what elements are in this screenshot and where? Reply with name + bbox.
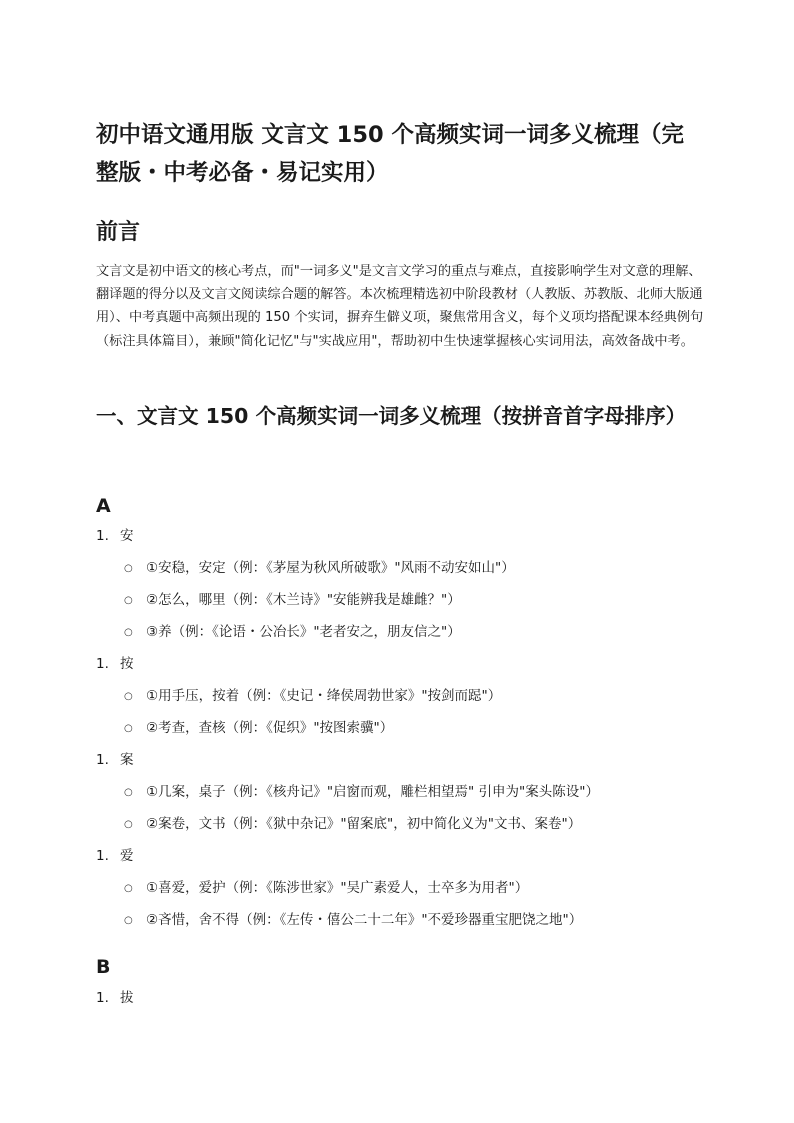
sense-text: ②怎么，哪里（例：《木兰诗》"安能辨我是雄雌？"） [146, 592, 461, 608]
list-number: 1. [96, 848, 109, 864]
preface-body: 文言文是初中语文的核心考点，而"一词多义"是文言文学习的重点与难点，直接影响学生对文意的理解、翻译题的得分以及文言文阅读综合题的解答。本次梳理精选初中阶段教材（人教版、苏教版、北师大版通用）、中考真题中高频出现的 150 个实词，摒弃生僻义项，聚焦常用含义，每个义项均搭配课本经典例句（标注具体篇目），兼顾"简化记忆"与"实战应用"，帮助初中生快速掌握核心实词用法，高效备战中考。 [96, 264, 704, 349]
word-entry-an2 [96, 654, 134, 674]
sense-text: ②考查，查核（例：《促织》"按图索骥"） [146, 720, 394, 736]
sense-item [124, 558, 515, 579]
circle-bullet-icon: ○ [124, 883, 133, 894]
letter-heading-b: B [96, 956, 111, 978]
word-text: 爱 [120, 848, 134, 864]
circle-bullet-icon: ○ [124, 819, 133, 830]
sense-item [124, 622, 461, 643]
list-number: 1. [96, 656, 109, 672]
sense-item [124, 814, 581, 835]
circle-bullet-icon: ○ [124, 915, 133, 926]
word-entry-ai [96, 846, 134, 866]
sense-item [124, 878, 528, 899]
sense-text: ①用手压，按着（例：《史记・绛侯周勃世家》"按剑而跽"） [146, 688, 502, 704]
sense-item [124, 590, 461, 611]
word-entry-an [96, 526, 134, 546]
word-entry-ba [96, 988, 134, 1008]
sense-item [124, 718, 393, 739]
circle-bullet-icon: ○ [124, 563, 133, 574]
list-number: 1. [96, 752, 109, 768]
sense-text: ①安稳，安定（例：《茅屋为秋风所破歌》"风雨不动安如山"） [146, 560, 515, 576]
sense-item [124, 910, 582, 931]
letter-heading-a: A [96, 495, 111, 517]
list-number: 1. [96, 990, 109, 1006]
list-number: 1. [96, 528, 109, 544]
sense-text: ②吝惜，舍不得（例：《左传・僖公二十二年》"不爱珍器重宝肥饶之地"） [146, 912, 583, 928]
word-text: 拔 [120, 990, 134, 1006]
circle-bullet-icon: ○ [124, 627, 133, 638]
sense-text: ①几案，桌子（例：《核舟记》"启窗而观，雕栏相望焉" 引申为"案头陈设"） [146, 784, 599, 800]
word-text: 按 [120, 656, 134, 672]
sense-item [124, 782, 599, 803]
circle-bullet-icon: ○ [124, 723, 133, 734]
word-text: 案 [120, 752, 134, 768]
circle-bullet-icon: ○ [124, 691, 133, 702]
preface-heading: 前言 [96, 220, 141, 245]
sense-text: ②案卷，文书（例：《狱中杂记》"留案底"，初中简化义为"文书、案卷"） [146, 816, 582, 832]
circle-bullet-icon: ○ [124, 787, 133, 798]
word-entry-an3 [96, 750, 134, 770]
section-heading: 一、文言文 150 个高频实词一词多义梳理（按拼音首字母排序） [96, 404, 687, 428]
word-text: 安 [120, 528, 134, 544]
sense-text: ③养（例：《论语・公冶长》"老者安之，朋友信之"） [146, 624, 461, 640]
circle-bullet-icon: ○ [124, 595, 133, 606]
document-title: 初中语文通用版 文言文 150 个高频实词一词多义梳理（完整版・中考必备・易记实用） [96, 122, 684, 186]
sense-text: ①喜爱，爱护（例：《陈涉世家》"吴广素爱人，士卒多为用者"） [146, 880, 529, 896]
sense-item [124, 686, 501, 707]
